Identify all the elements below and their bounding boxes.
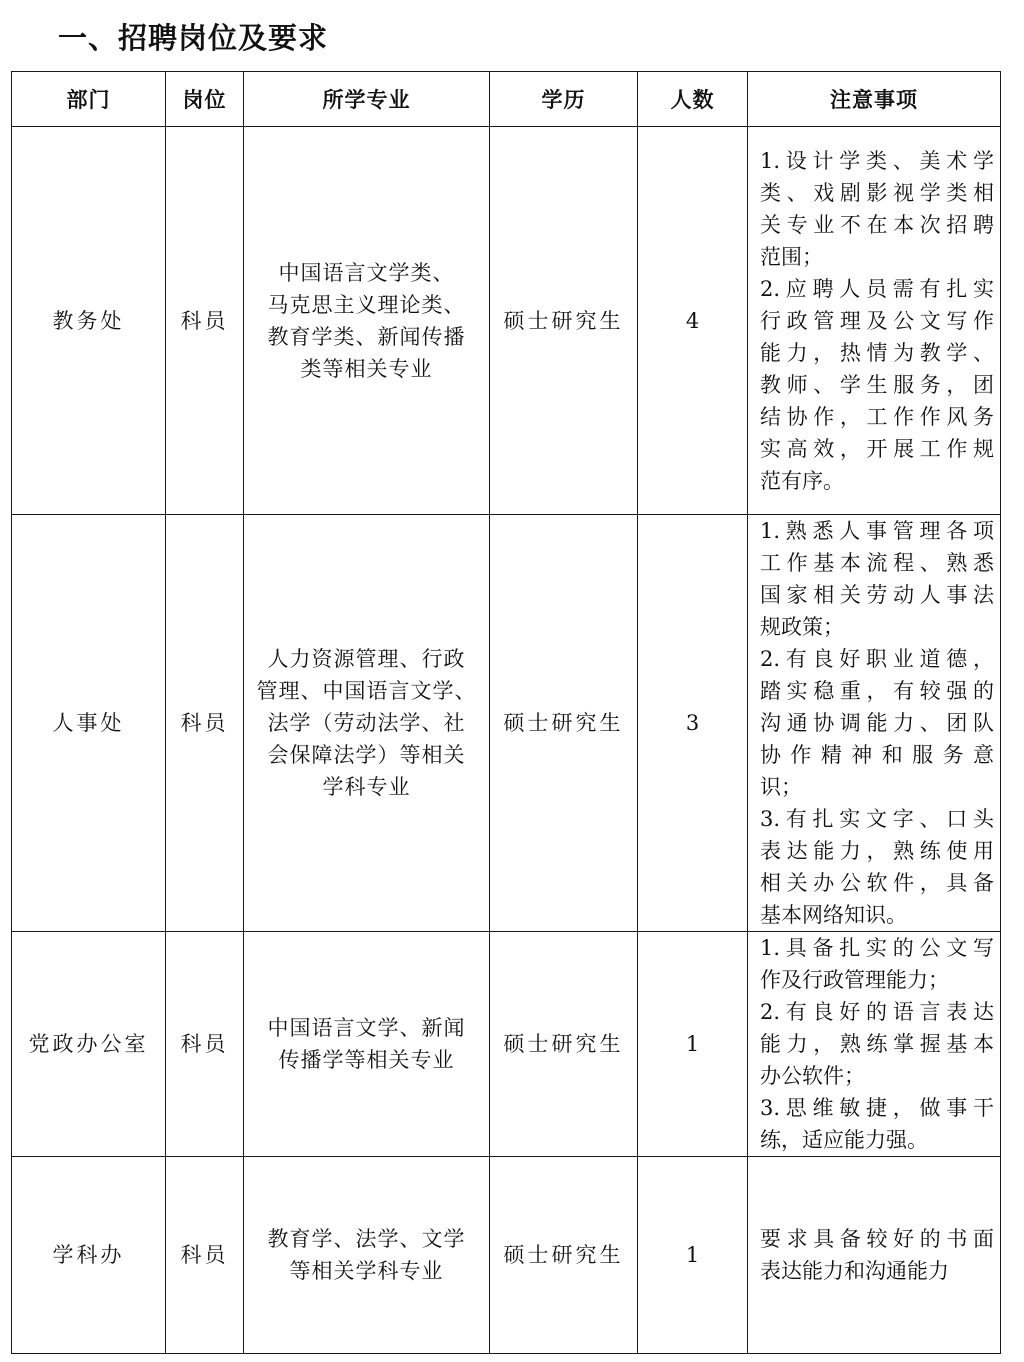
note-line: 能力，熟练掌握基本 <box>760 1032 994 1056</box>
count-cell: 3 <box>638 515 748 932</box>
table-row <box>12 1157 1001 1354</box>
education-cell: 硕士研究生 <box>490 932 638 1157</box>
count-cell: 4 <box>638 127 748 515</box>
header-count: 人数 <box>638 72 748 127</box>
note-line: 范围； <box>760 244 823 269</box>
table-row <box>12 932 1001 1157</box>
header-education: 学历 <box>490 72 638 127</box>
major-line: 人力资源管理、行政 <box>267 647 466 671</box>
header-dept: 部门 <box>12 72 166 127</box>
note-line: 3.有扎实文字、口头 <box>760 807 994 831</box>
note-line: 范有序。 <box>760 468 844 493</box>
dept-cell: 学科办 <box>12 1157 166 1354</box>
notes-cell <box>748 932 1001 1157</box>
major-line: 中国语言文学、新闻 <box>267 1016 466 1040</box>
note-line: 沟通协调能力、团队 <box>760 711 994 735</box>
table-row <box>12 515 1001 932</box>
major-cell <box>244 515 490 932</box>
note-line: 规政策； <box>760 615 844 639</box>
note-line: 办公软件； <box>760 1064 865 1088</box>
table-body <box>12 127 1001 1354</box>
section-title: 一、招聘岗位及要求 <box>58 21 329 55</box>
note-line: 实高效，开展工作规 <box>760 436 994 461</box>
table-header <box>12 72 1001 127</box>
note-line: 协作精神和服务意 <box>760 743 994 767</box>
count-cell: 1 <box>638 932 748 1157</box>
note-line: 2.有良好的语言表达 <box>760 1000 994 1024</box>
note-line: 关专业不在本次招聘 <box>760 212 994 237</box>
note-line: 3.思维敏捷，做事干 <box>760 1096 994 1120</box>
count-cell: 1 <box>638 1157 748 1354</box>
major-line: 会保障法学）等相关 <box>267 743 466 767</box>
notes-cell <box>748 1157 1001 1354</box>
note-line: 2.有良好职业道德， <box>760 647 994 671</box>
major-line: 教育学类、新闻传播 <box>267 324 466 349</box>
major-line: 学科专业 <box>322 775 411 799</box>
education-cell: 硕士研究生 <box>490 515 638 932</box>
position-cell: 科员 <box>166 932 244 1157</box>
dept-cell: 人事处 <box>12 515 166 932</box>
note-line: 结协作，工作作风务 <box>760 404 994 429</box>
note-line: 作及行政管理能力； <box>760 968 949 992</box>
position-cell: 科员 <box>166 515 244 932</box>
major-line: 类等相关专业 <box>300 356 433 381</box>
note-line: 相关办公软件，具备 <box>760 871 994 895</box>
education-cell: 硕士研究生 <box>490 1157 638 1354</box>
major-cell <box>244 127 490 515</box>
position-cell: 科员 <box>166 1157 244 1354</box>
dept-cell: 党政办公室 <box>12 932 166 1157</box>
note-line: 国家相关劳动人事法 <box>760 583 994 607</box>
note-line: 能力，热情为教学、 <box>760 340 994 365</box>
major-line: 等相关学科专业 <box>289 1259 444 1283</box>
recruitment-table <box>11 71 1001 1354</box>
note-line: 识； <box>760 775 802 799</box>
major-line: 教育学、法学、文学 <box>267 1227 466 1251</box>
header-notes: 注意事项 <box>748 72 1001 127</box>
position-cell: 科员 <box>166 127 244 515</box>
header-position: 岗位 <box>166 72 244 127</box>
major-line: 马克思主义理论类、 <box>267 292 466 317</box>
major-line: 中国语言文学类、 <box>278 260 455 285</box>
major-cell <box>244 1157 490 1354</box>
notes-cell <box>748 127 1001 515</box>
dept-cell: 教务处 <box>12 127 166 515</box>
note-line: 要求具备较好的书面 <box>760 1227 994 1251</box>
note-line: 1.具备扎实的公文写 <box>760 936 994 960</box>
note-line: 2.应聘人员需有扎实 <box>760 276 994 301</box>
note-line: 表达能力和沟通能力 <box>760 1259 949 1283</box>
education-cell: 硕士研究生 <box>490 127 638 515</box>
note-line: 踏实稳重，有较强的 <box>760 679 994 703</box>
note-line: 行政管理及公文写作 <box>760 308 994 333</box>
table-row <box>12 127 1001 515</box>
header-major: 所学专业 <box>244 72 490 127</box>
note-line: 类、戏剧影视学类相 <box>760 180 994 205</box>
note-line: 工作基本流程、熟悉 <box>760 551 994 575</box>
major-line: 传播学等相关专业 <box>278 1048 455 1072</box>
note-line: 基本网络知识。 <box>760 903 907 927</box>
header-row <box>12 72 1001 127</box>
note-line: 1.熟悉人事管理各项 <box>760 519 994 543</box>
major-line: 管理、中国语言文学、 <box>256 679 477 703</box>
note-line: 1.设计学类、美术学 <box>760 148 994 173</box>
note-line: 练，适应能力强。 <box>760 1128 928 1152</box>
major-line: 法学（劳动法学、社 <box>267 711 466 735</box>
note-line: 教师、学生服务，团 <box>760 372 994 397</box>
major-cell <box>244 932 490 1157</box>
note-line: 表达能力，熟练使用 <box>760 839 994 863</box>
notes-cell <box>748 515 1001 932</box>
